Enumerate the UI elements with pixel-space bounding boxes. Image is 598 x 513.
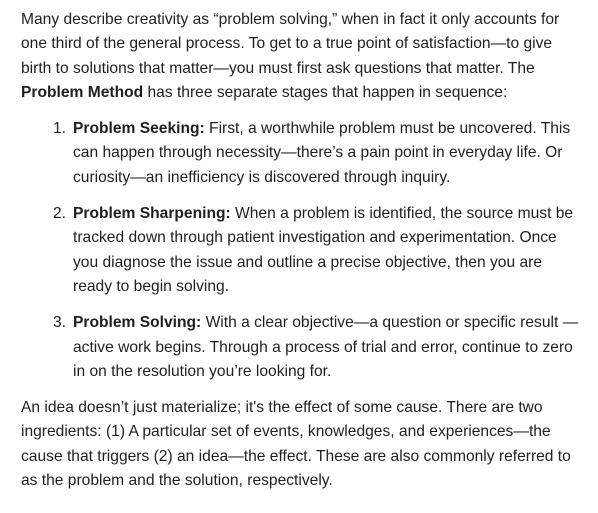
stage-item-seeking (53, 117, 582, 190)
stage-title: Problem Seeking: (73, 120, 205, 138)
stage-body: First, a worthwhile problem must be uncovered. This can happen through necessity—there’s a pain point in everyday life. Or curiosity—an inefficiency is discovered through inquiry. (73, 120, 571, 186)
stage-body: When a problem is identified, the source must be tracked down through patient investigation and experimentation. Once you diagnose the issue and outline a precise objective, then you are ready to begin solving. (73, 205, 574, 295)
intro-text-before: Many describe creativity as “problem solving,” when in fact it only accounts for one third of the general process. To get to a true point of satisfaction—to give birth to solutions that matter—you must first ask questions that matter. The (21, 11, 560, 77)
stage-number: 3. (53, 314, 67, 332)
stage-title: Problem Solving: (73, 314, 202, 332)
stages-list (21, 117, 582, 384)
stage-item-sharpening (53, 202, 582, 299)
stage-item-solving (53, 311, 582, 384)
intro-bold-term: Problem Method (21, 83, 144, 101)
stage-title: Problem Sharpening: (73, 205, 231, 223)
stage-body: With a clear objective—a question or specific result — active work begins. Through a process of trial and error, continue to zero in on the resolution you’re looking for. (73, 314, 579, 380)
intro-paragraph (21, 8, 582, 105)
closing-paragraph: An idea doesn’t just materialize; it's the effect of some cause. There are two ingredients: (1) A particular set of events, knowledges, and experiences—the cause that triggers (2) an idea—the effect. These are also commonly referred to as the problem and the solution, respectively. (21, 399, 571, 490)
stage-number: 2. (53, 205, 67, 223)
intro-text-after: has three separate stages that happen in sequence: (143, 83, 508, 101)
stage-number: 1. (53, 120, 67, 138)
